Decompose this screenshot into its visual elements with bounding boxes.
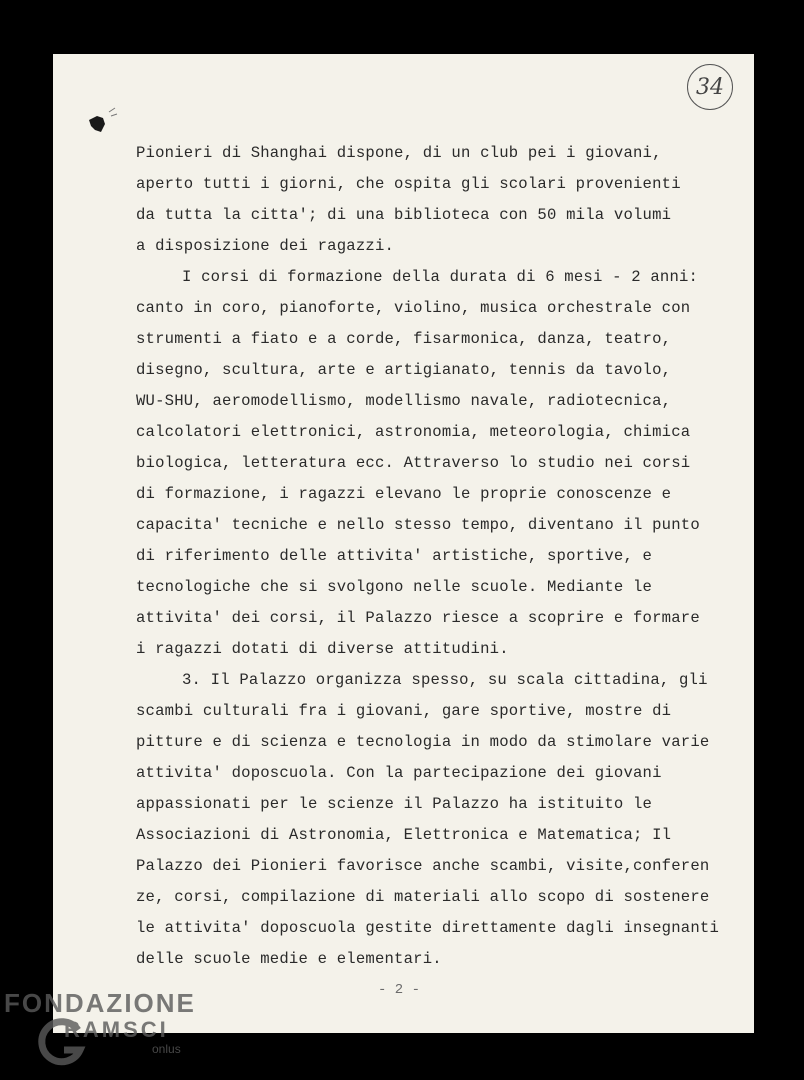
watermark-line-2-text: RAMSCI bbox=[64, 1017, 169, 1042]
gramsci-g-logo-icon bbox=[34, 1016, 88, 1070]
text-line: pitture e di scienza e tecnologia in modo da stimolare varie bbox=[136, 733, 710, 751]
text-line: Palazzo dei Pionieri favorisce anche scambi, visite,conferen bbox=[136, 857, 710, 875]
text-line: attivita' dei corsi, il Palazzo riesce a scoprire e formare bbox=[136, 609, 700, 627]
text-line: disegno, scultura, arte e artigianato, tennis da tavolo, bbox=[136, 361, 672, 379]
text-line: strumenti a fiato e a corde, fisarmonica, danza, teatro, bbox=[136, 330, 672, 348]
fondazione-gramsci-watermark bbox=[4, 988, 196, 1056]
handwritten-page-number: 34 bbox=[687, 64, 733, 110]
text-line: i ragazzi dotati di diverse attitudini. bbox=[136, 640, 509, 658]
watermark-line-3: onlus bbox=[152, 1042, 181, 1056]
text-line: tecnologiche che si svolgono nelle scuole. Mediante le bbox=[136, 578, 653, 596]
text-line: di riferimento delle attivita' artistiche, sportive, e bbox=[136, 547, 653, 565]
footer-page-number: - 2 - bbox=[378, 982, 421, 998]
text-line: delle scuole medie e elementari. bbox=[136, 950, 442, 968]
text-line: scambi culturali fra i giovani, gare sportive, mostre di bbox=[136, 702, 672, 720]
watermark-line-1: FONDAZIONE bbox=[4, 988, 196, 1018]
text-line: aperto tutti i giorni, che ospita gli scolari provenienti bbox=[136, 175, 681, 193]
watermark-line-2 bbox=[4, 1018, 196, 1042]
text-line: ze, corsi, compilazione di materiali allo scopo di sostenere bbox=[136, 888, 710, 906]
text-line: biologica, letteratura ecc. Attraverso lo studio nei corsi bbox=[136, 454, 691, 472]
text-line: appassionati per le scienze il Palazzo ha istituito le bbox=[136, 795, 653, 813]
ink-blot-icon bbox=[81, 106, 121, 140]
text-line: a disposizione dei ragazzi. bbox=[136, 237, 395, 255]
text-line: Pionieri di Shanghai dispone, di un club pei i giovani, bbox=[136, 144, 662, 162]
text-line: I corsi di formazione della durata di 6 mesi - 2 anni: bbox=[182, 268, 699, 286]
text-line: canto in coro, pianoforte, violino, musica orchestrale con bbox=[136, 299, 691, 317]
text-line: le attivita' doposcuola gestite direttamente dagli insegnanti bbox=[136, 919, 720, 937]
document-page bbox=[53, 54, 754, 1033]
text-line: da tutta la citta'; di una biblioteca con 50 mila volumi bbox=[136, 206, 672, 224]
typed-text-body bbox=[136, 138, 736, 975]
text-line: capacita' tecniche e nello stesso tempo, diventano il punto bbox=[136, 516, 700, 534]
text-line: di formazione, i ragazzi elevano le proprie conoscenze e bbox=[136, 485, 672, 503]
text-line: attivita' doposcuola. Con la partecipazione dei giovani bbox=[136, 764, 662, 782]
text-line: WU-SHU, aeromodellismo, modellismo navale, radiotecnica, bbox=[136, 392, 672, 410]
text-line: calcolatori elettronici, astronomia, meteorologia, chimica bbox=[136, 423, 691, 441]
text-line: Associazioni di Astronomia, Elettronica e Matematica; Il bbox=[136, 826, 672, 844]
text-line: 3. Il Palazzo organizza spesso, su scala cittadina, gli bbox=[182, 671, 708, 689]
